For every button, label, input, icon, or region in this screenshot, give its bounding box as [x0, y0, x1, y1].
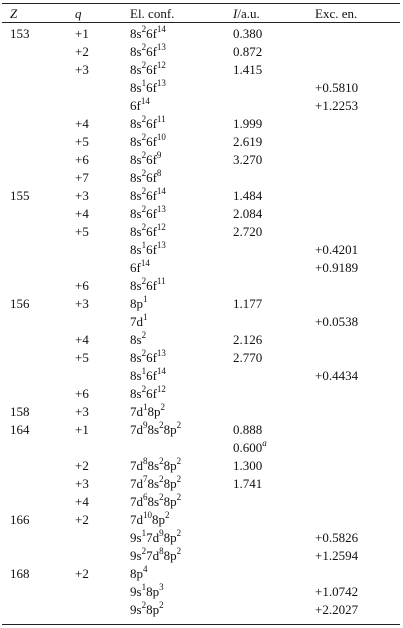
- cell-exc-en: +0.4201: [315, 242, 359, 257]
- cell-el-conf: [130, 275, 166, 293]
- cell-ionization: [233, 332, 262, 347]
- occupancy: 10: [143, 509, 152, 520]
- occupancy: 7: [143, 473, 148, 484]
- orbital: 6f: [146, 368, 157, 383]
- occupancy: 11: [156, 113, 166, 124]
- occupancy: 2: [160, 401, 165, 412]
- occupancy: 14: [156, 185, 166, 196]
- occupancy: 10: [156, 131, 166, 142]
- cell-ionization: [233, 26, 262, 41]
- orbital: 8p: [146, 584, 160, 599]
- cell-q: +4: [75, 206, 89, 221]
- cell-el-conf: [130, 545, 182, 563]
- cell-el-conf: [130, 581, 164, 599]
- cell-ionization: [233, 437, 267, 455]
- orbital: 8s: [130, 116, 142, 131]
- occupancy: 14: [140, 257, 150, 268]
- orbital: 6f: [146, 386, 157, 401]
- ionization-value: 1.177: [233, 296, 263, 311]
- cell-q: +6: [75, 152, 89, 167]
- cell-q: +1: [75, 26, 89, 41]
- occupancy: 14: [156, 365, 166, 376]
- orbital: 7d: [130, 458, 143, 473]
- cell-el-conf: [130, 401, 165, 419]
- cell-ionization: [233, 206, 262, 221]
- orbital: 8s: [147, 458, 160, 473]
- cell-el-conf: [130, 77, 166, 95]
- orbital: 8p: [163, 548, 177, 563]
- orbital: 8s: [130, 44, 142, 59]
- occupancy: 2: [159, 599, 164, 610]
- cell-q: +3: [75, 296, 89, 311]
- header-rule: [2, 22, 400, 23]
- cell-z: 153: [10, 26, 30, 41]
- ionization-value: 1.999: [233, 116, 263, 131]
- occupancy: 9: [156, 149, 162, 160]
- cell-el-conf: [130, 167, 162, 185]
- occupancy: 2: [141, 383, 147, 394]
- header-z: Z: [10, 6, 18, 21]
- cell-ionization: [233, 116, 262, 131]
- occupancy: 2: [141, 329, 147, 340]
- cell-ionization: [233, 296, 262, 311]
- orbital: 8s: [130, 278, 142, 293]
- cell-ionization: [233, 134, 262, 149]
- occupancy: 14: [140, 95, 150, 106]
- ionization-value: 2.619: [233, 134, 263, 149]
- occupancy: 2: [141, 41, 147, 52]
- occupancy: 2: [176, 419, 182, 430]
- header-ionization: [233, 6, 260, 21]
- orbital: 8s: [130, 332, 142, 347]
- occupancy: 2: [141, 221, 147, 232]
- orbital: 8p: [163, 422, 177, 437]
- ionization-value: 3.270: [233, 152, 263, 167]
- orbital: 9s: [130, 548, 142, 563]
- cell-ionization: [233, 188, 262, 203]
- cell-ionization: [233, 476, 262, 491]
- orbital: 8s: [130, 188, 142, 203]
- cell-exc-en: +1.2253: [315, 98, 359, 113]
- orbital: 7d: [146, 530, 160, 545]
- orbital: 6f: [146, 350, 157, 365]
- header-q: q: [75, 6, 82, 21]
- cell-q: +5: [75, 350, 89, 365]
- occupancy: 2: [141, 185, 147, 196]
- ionization-value: 1.415: [233, 62, 263, 77]
- cell-el-conf: [130, 491, 182, 509]
- cell-q: +3: [75, 188, 89, 203]
- cell-q: +6: [75, 278, 89, 293]
- cell-el-conf: [130, 509, 170, 527]
- orbital: 8s: [147, 476, 160, 491]
- cell-exc-en: +0.5826: [315, 530, 359, 545]
- orbital: 8s: [130, 134, 142, 149]
- cell-exc-en: +1.2594: [315, 548, 359, 563]
- cell-el-conf: [130, 527, 182, 545]
- cell-el-conf: [130, 257, 150, 275]
- orbital: 6f: [146, 242, 157, 257]
- orbital: 7d: [130, 512, 143, 527]
- orbital: 6f: [146, 44, 157, 59]
- cell-ionization: [233, 62, 262, 77]
- cell-el-conf: [130, 23, 166, 41]
- occupancy: 2: [141, 23, 147, 34]
- occupancy: 9: [143, 419, 148, 430]
- occupancy: 1: [141, 581, 147, 592]
- occupancy: 2: [176, 545, 182, 556]
- occupancy: 1: [143, 311, 148, 322]
- occupancy: 2: [141, 347, 147, 358]
- ionization-value: 1.300: [233, 458, 263, 473]
- occupancy: 2: [141, 131, 147, 142]
- orbital: 6f: [146, 80, 157, 95]
- orbital: 8s: [130, 80, 142, 95]
- cell-z: 166: [10, 512, 30, 527]
- cell-el-conf: [130, 59, 166, 77]
- cell-ionization: [233, 224, 262, 239]
- orbital: 8p: [146, 602, 160, 617]
- cell-q: +3: [75, 476, 89, 491]
- occupancy: 2: [176, 491, 182, 502]
- cell-el-conf: [130, 221, 166, 239]
- occupancy: 8: [159, 545, 164, 556]
- occupancy: 6: [143, 491, 148, 502]
- orbital: 6f: [146, 26, 157, 41]
- occupancy: 2: [159, 473, 164, 484]
- bottom-rule: [2, 624, 400, 625]
- occupancy: 2: [176, 455, 182, 466]
- cell-q: +1: [75, 422, 89, 437]
- cell-q: +4: [75, 494, 89, 509]
- occupancy: 12: [156, 221, 166, 232]
- orbital: 8p: [163, 530, 177, 545]
- orbital: 6f: [146, 224, 157, 239]
- orbital: 8s: [130, 62, 142, 77]
- orbital: 8s: [130, 170, 142, 185]
- occupancy: 8: [156, 167, 162, 178]
- cell-el-conf: [130, 185, 166, 203]
- cell-q: +5: [75, 224, 89, 239]
- cell-z: 155: [10, 188, 30, 203]
- occupancy: 2: [141, 275, 147, 286]
- cell-q: +2: [75, 566, 89, 581]
- cell-q: +2: [75, 512, 89, 527]
- cell-el-conf: [130, 419, 182, 437]
- orbital: 6f: [146, 188, 157, 203]
- orbital: 8s: [130, 242, 142, 257]
- cell-z: 164: [10, 422, 30, 437]
- orbital: 7d: [130, 422, 143, 437]
- cell-el-conf: [130, 365, 166, 383]
- occupancy: 3: [159, 581, 164, 592]
- occupancy: 1: [143, 401, 148, 412]
- cell-q: +3: [75, 62, 89, 77]
- occupancy: 1: [141, 527, 147, 538]
- ionization-value: 0.600: [233, 440, 263, 455]
- orbital: 6f: [146, 170, 157, 185]
- orbital: 7d: [130, 314, 143, 329]
- cell-q: +7: [75, 170, 89, 185]
- occupancy: 2: [165, 509, 170, 520]
- header-ionization-unit: /a.u.: [237, 6, 260, 21]
- cell-el-conf: [130, 563, 148, 581]
- occupancy: 2: [141, 59, 147, 70]
- cell-q: +4: [75, 332, 89, 347]
- ionization-value: 0.888: [233, 422, 263, 437]
- occupancy: 2: [159, 419, 164, 430]
- orbital: 7d: [130, 404, 143, 419]
- cell-el-conf: [130, 239, 166, 257]
- orbital: 8s: [147, 422, 160, 437]
- cell-exc-en: +2.2027: [315, 602, 359, 617]
- occupancy: 12: [156, 59, 166, 70]
- cell-z: 156: [10, 296, 30, 311]
- header-ionization-symbol: I: [233, 6, 238, 21]
- cell-z: 158: [10, 404, 30, 419]
- cell-q: +6: [75, 386, 89, 401]
- cell-exc-en: +0.5810: [315, 80, 359, 95]
- orbital: 9s: [130, 584, 142, 599]
- occupancy: 13: [156, 203, 166, 214]
- cell-el-conf: [130, 41, 166, 59]
- cell-ionization: [233, 44, 262, 59]
- cell-el-conf: [130, 599, 164, 617]
- cell-q: +2: [75, 458, 89, 473]
- occupancy: 1: [141, 365, 147, 376]
- cell-el-conf: [130, 329, 147, 347]
- cell-el-conf: [130, 293, 148, 311]
- cell-el-conf: [130, 473, 182, 491]
- occupancy: 2: [141, 149, 147, 160]
- occupancy: 2: [176, 527, 182, 538]
- occupancy: 12: [156, 383, 166, 394]
- ionization-value: 1.484: [233, 188, 263, 203]
- cell-ionization: [233, 350, 262, 365]
- cell-el-conf: [130, 455, 182, 473]
- orbital: 7d: [130, 476, 143, 491]
- orbital: 6f: [146, 152, 157, 167]
- cell-exc-en: +1.0742: [315, 584, 359, 599]
- cell-el-conf: [130, 113, 166, 131]
- ionization-value: 2.126: [233, 332, 263, 347]
- orbital: 8s: [147, 494, 160, 509]
- orbital: 8p: [163, 458, 177, 473]
- cell-exc-en: +0.4434: [315, 368, 359, 383]
- ionization-value: 2.084: [233, 206, 263, 221]
- occupancy: 13: [156, 239, 166, 250]
- occupancy: 2: [159, 455, 164, 466]
- cell-q: +4: [75, 116, 89, 131]
- orbital: 8p: [163, 476, 177, 491]
- header-exc-en: Exc. en.: [315, 6, 358, 21]
- orbital: 8s: [130, 350, 142, 365]
- orbital: 8s: [130, 386, 142, 401]
- orbital: 8s: [130, 224, 142, 239]
- orbital: 8p: [163, 494, 177, 509]
- occupancy: 2: [159, 491, 164, 502]
- orbital: 8p: [147, 404, 161, 419]
- orbital: 8p: [152, 512, 165, 527]
- occupancy: 14: [156, 23, 166, 34]
- orbital: 8s: [130, 368, 142, 383]
- orbital: 6f: [130, 260, 141, 275]
- footnote-marker: a: [262, 437, 267, 448]
- cell-el-conf: [130, 347, 166, 365]
- orbital: 8s: [130, 206, 142, 221]
- cell-el-conf: [130, 383, 166, 401]
- occupancy: 9: [159, 527, 164, 538]
- header-el-conf: El. conf.: [130, 6, 175, 21]
- cell-exc-en: +0.0538: [315, 314, 359, 329]
- occupancy: 1: [143, 293, 148, 304]
- orbital: 8p: [130, 566, 143, 581]
- orbital: 6f: [146, 62, 157, 77]
- ionization-value: 0.380: [233, 26, 263, 41]
- cell-ionization: [233, 152, 262, 167]
- cell-ionization: [233, 422, 262, 437]
- cell-ionization: [233, 458, 262, 473]
- ionization-value: 1.741: [233, 476, 263, 491]
- occupancy: 2: [176, 473, 182, 484]
- orbital: 6f: [130, 98, 141, 113]
- orbital: 7d: [130, 494, 143, 509]
- cell-z: 168: [10, 566, 30, 581]
- orbital: 6f: [146, 206, 157, 221]
- orbital: 8s: [130, 26, 142, 41]
- occupancy: 2: [141, 203, 147, 214]
- ionization-value: 0.872: [233, 44, 263, 59]
- occupancy: 2: [141, 545, 147, 556]
- cell-el-conf: [130, 203, 166, 221]
- cell-q: +3: [75, 404, 89, 419]
- cell-q: +5: [75, 134, 89, 149]
- occupancy: 13: [156, 77, 166, 88]
- top-rule: [2, 3, 400, 4]
- occupancy: 11: [156, 275, 166, 286]
- occupancy: 1: [141, 77, 147, 88]
- ionization-value: 2.720: [233, 224, 263, 239]
- orbital: 8p: [130, 296, 143, 311]
- orbital: 9s: [130, 530, 142, 545]
- occupancy: 13: [156, 41, 166, 52]
- occupancy: 8: [143, 455, 148, 466]
- orbital: 6f: [146, 116, 157, 131]
- cell-exc-en: +0.9189: [315, 260, 359, 275]
- occupancy: 2: [141, 113, 147, 124]
- occupancy: 1: [141, 239, 147, 250]
- cell-el-conf: [130, 95, 150, 113]
- cell-el-conf: [130, 311, 148, 329]
- orbital: 9s: [130, 602, 142, 617]
- orbital: 6f: [146, 134, 157, 149]
- occupancy: 13: [156, 347, 166, 358]
- occupancy: 2: [141, 599, 147, 610]
- cell-el-conf: [130, 149, 162, 167]
- occupancy: 4: [143, 563, 148, 574]
- cell-el-conf: [130, 131, 166, 149]
- ionization-value: 2.770: [233, 350, 263, 365]
- orbital: 6f: [146, 278, 157, 293]
- occupancy: 2: [141, 167, 147, 178]
- cell-q: +2: [75, 44, 89, 59]
- orbital: 7d: [146, 548, 160, 563]
- orbital: 8s: [130, 152, 142, 167]
